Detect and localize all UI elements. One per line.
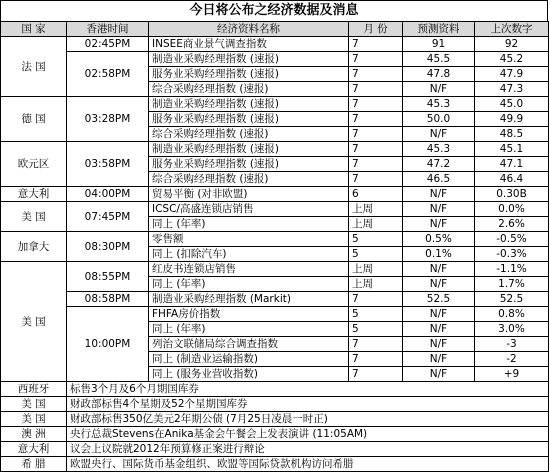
header-country: 国 家	[1, 22, 67, 37]
month-cell: 上周	[349, 202, 403, 217]
month-cell: 7	[349, 157, 403, 172]
table-body	[1, 37, 549, 472]
month-cell: 7	[349, 292, 403, 307]
time-cell: 08:58PM	[67, 292, 149, 307]
indicator-cell: 同上 (年率)	[149, 217, 349, 232]
note-row	[1, 397, 549, 412]
month-cell: 上周	[349, 217, 403, 232]
previous-cell: 45.2	[475, 52, 549, 67]
previous-cell: 0.30B	[475, 187, 549, 202]
header-row	[1, 22, 549, 37]
header-month: 月 份	[349, 22, 403, 37]
note-country-cell: 澳 洲	[1, 427, 67, 442]
forecast-cell: N/F	[403, 217, 475, 232]
indicator-cell: 综合采购经理指数 (速报)	[149, 82, 349, 97]
time-cell: 02:45PM	[67, 37, 149, 52]
table-row	[1, 307, 549, 322]
previous-cell: 52.5	[475, 292, 549, 307]
previous-cell: 48.5	[475, 127, 549, 142]
indicator-cell: 红皮书连锁店销售	[149, 262, 349, 277]
month-cell: 7	[349, 352, 403, 367]
note-text-cell: 标售3个月及6个月期国库券	[67, 382, 549, 397]
forecast-cell: 46.5	[403, 172, 475, 187]
indicator-cell: 同上 (年率)	[149, 277, 349, 292]
month-cell: 7	[349, 112, 403, 127]
time-cell: 07:45PM	[67, 202, 149, 232]
time-cell: 02:58PM	[67, 52, 149, 97]
forecast-cell: 50.0	[403, 112, 475, 127]
forecast-cell: N/F	[403, 202, 475, 217]
month-cell: 7	[349, 82, 403, 97]
forecast-cell: N/F	[403, 322, 475, 337]
table-row	[1, 142, 549, 157]
previous-cell: 47.9	[475, 67, 549, 82]
previous-cell: 47.1	[475, 157, 549, 172]
indicator-cell: 同上 (扣除汽车)	[149, 247, 349, 262]
country-cell: 意大利	[1, 187, 67, 202]
previous-cell: 45.1	[475, 142, 549, 157]
note-row	[1, 412, 549, 427]
previous-cell: 47.3	[475, 82, 549, 97]
month-cell: 7	[349, 37, 403, 52]
header-forecast: 预测资料	[403, 22, 475, 37]
time-cell: 03:58PM	[67, 142, 149, 187]
indicator-cell: INSEE商业景气调查指数	[149, 37, 349, 52]
forecast-cell: 0.1%	[403, 247, 475, 262]
forecast-cell: N/F	[403, 367, 475, 382]
note-text-cell: 欧盟央行、国际货币基金组织、欧盟等国际贷款机构访问希腊	[67, 457, 549, 472]
indicator-cell: 综合采购经理指数 (速报)	[149, 127, 349, 142]
indicator-cell: 同上 (制造业运输指数)	[149, 352, 349, 367]
country-cell: 加拿大	[1, 232, 67, 262]
note-text-cell: 财政部标售350亿美元2年期公债 (7月25日凌晨一时正)	[67, 412, 549, 427]
previous-cell: -0.3%	[475, 247, 549, 262]
indicator-cell: 服务业采购经理指数 (速报)	[149, 112, 349, 127]
note-country-cell: 意大利	[1, 442, 67, 457]
month-cell: 5	[349, 322, 403, 337]
indicator-cell: 服务业采购经理指数 (速报)	[149, 157, 349, 172]
forecast-cell: 45.3	[403, 97, 475, 112]
header-time: 香港时间	[67, 22, 149, 37]
table-row	[1, 52, 549, 67]
country-cell: 美 国	[1, 202, 67, 232]
table-row	[1, 202, 549, 217]
forecast-cell: N/F	[403, 352, 475, 367]
forecast-cell: 0.5%	[403, 232, 475, 247]
note-text-cell: 议会上议院就2012年预算修正案进行辩论	[67, 442, 549, 457]
indicator-cell: 零售额	[149, 232, 349, 247]
indicator-cell: 制造业采购经理指数 (速报)	[149, 142, 349, 157]
data-table	[0, 21, 549, 472]
country-cell: 德 国	[1, 97, 67, 142]
month-cell: 7	[349, 172, 403, 187]
indicator-cell: 制造业采购经理指数 (速报)	[149, 52, 349, 67]
month-cell: 7	[349, 67, 403, 82]
country-cell: 美 国	[1, 262, 67, 382]
forecast-cell: N/F	[403, 277, 475, 292]
indicator-cell: 综合采购经理指数 (速报)	[149, 172, 349, 187]
month-cell: 7	[349, 127, 403, 142]
note-row	[1, 457, 549, 472]
forecast-cell: 45.5	[403, 52, 475, 67]
note-country-cell: 西班牙	[1, 382, 67, 397]
previous-cell: -0.5%	[475, 232, 549, 247]
indicator-cell: 服务业采购经理指数 (速报)	[149, 67, 349, 82]
note-country-cell: 希 腊	[1, 457, 67, 472]
forecast-cell: 91	[403, 37, 475, 52]
table-row	[1, 232, 549, 247]
month-cell: 上周	[349, 277, 403, 292]
time-cell: 08:30PM	[67, 232, 149, 262]
forecast-cell: N/F	[403, 337, 475, 352]
indicator-cell: 制造业采购经理指数 (速报)	[149, 97, 349, 112]
note-row	[1, 427, 549, 442]
header-previous: 上次数字	[475, 22, 549, 37]
previous-cell: -3	[475, 337, 549, 352]
previous-cell: 49.9	[475, 112, 549, 127]
previous-cell: 3.0%	[475, 322, 549, 337]
country-cell: 欧元区	[1, 142, 67, 187]
page-title: 今日将公布之经济数据及消息	[0, 0, 548, 21]
month-cell: 6	[349, 187, 403, 202]
time-cell: 10:00PM	[67, 307, 149, 382]
previous-cell: 92	[475, 37, 549, 52]
previous-cell: 45.0	[475, 97, 549, 112]
indicator-cell: 贸易平衡 (对非欧盟)	[149, 187, 349, 202]
country-cell: 法 国	[1, 37, 67, 97]
indicator-cell: FHFA房价指数	[149, 307, 349, 322]
forecast-cell: 47.8	[403, 67, 475, 82]
month-cell: 7	[349, 337, 403, 352]
table-row	[1, 262, 549, 277]
previous-cell: 2.6%	[475, 217, 549, 232]
previous-cell: 46.4	[475, 172, 549, 187]
note-country-cell: 美 国	[1, 397, 67, 412]
note-text-cell: 财政部标售4个星期及52个星期国库券	[67, 397, 549, 412]
month-cell: 5	[349, 247, 403, 262]
indicator-cell: 列治文联储局综合调查指数	[149, 337, 349, 352]
forecast-cell: N/F	[403, 82, 475, 97]
previous-cell: 0.0%	[475, 202, 549, 217]
month-cell: 5	[349, 307, 403, 322]
previous-cell: -1.1%	[475, 262, 549, 277]
note-row	[1, 442, 549, 457]
table-row	[1, 187, 549, 202]
month-cell: 7	[349, 97, 403, 112]
month-cell: 7	[349, 52, 403, 67]
indicator-cell: 制造业采购经理指数 (Markit)	[149, 292, 349, 307]
forecast-cell: 45.3	[403, 142, 475, 157]
previous-cell: 1.7%	[475, 277, 549, 292]
note-row	[1, 382, 549, 397]
note-country-cell: 美 国	[1, 412, 67, 427]
note-text-cell: 央行总裁Stevens在Anika基金会午餐会上发表演讲 (11:05AM)	[67, 427, 549, 442]
indicator-cell: ICSC/高盛连锁店销售	[149, 202, 349, 217]
month-cell: 5	[349, 232, 403, 247]
indicator-cell: 同上 (年率)	[149, 322, 349, 337]
time-cell: 03:28PM	[67, 97, 149, 142]
month-cell: 上周	[349, 262, 403, 277]
previous-cell: 0.8%	[475, 307, 549, 322]
month-cell: 7	[349, 142, 403, 157]
forecast-cell: N/F	[403, 127, 475, 142]
table-row	[1, 292, 549, 307]
forecast-cell: N/F	[403, 187, 475, 202]
previous-cell: +9	[475, 367, 549, 382]
previous-cell: -2	[475, 352, 549, 367]
header-indicator: 经济资料名称	[149, 22, 349, 37]
table-row	[1, 97, 549, 112]
forecast-cell: 47.2	[403, 157, 475, 172]
time-cell: 04:00PM	[67, 187, 149, 202]
month-cell: 7	[349, 367, 403, 382]
time-cell: 08:55PM	[67, 262, 149, 292]
forecast-cell: 52.5	[403, 292, 475, 307]
indicator-cell: 同上 (服务业营收指数)	[149, 367, 349, 382]
forecast-cell: N/F	[403, 262, 475, 277]
forecast-cell: N/F	[403, 307, 475, 322]
table-row	[1, 37, 549, 52]
